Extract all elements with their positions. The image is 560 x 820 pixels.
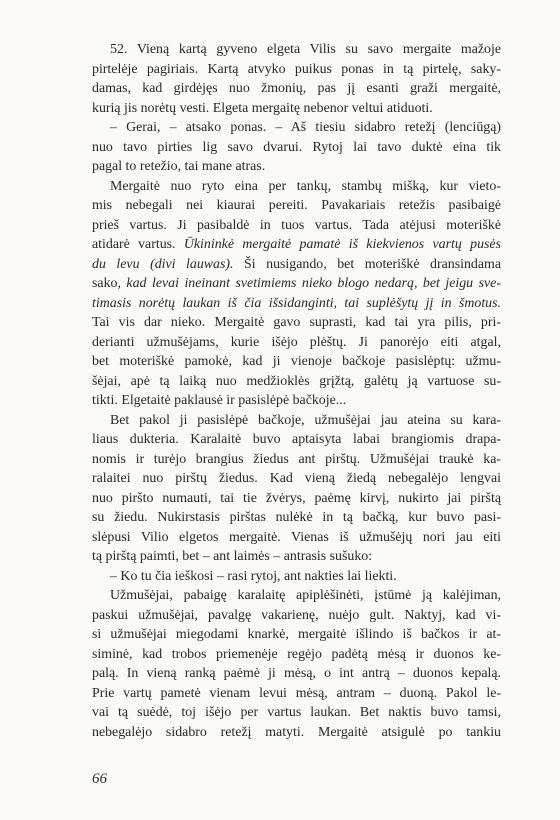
- text-line: [92, 547, 501, 567]
- text-line: [92, 664, 501, 684]
- text-run: paskui užmušėjai, pavalgę vakarienę, nuėjo gult. Naktyj, kad vi-: [92, 607, 501, 623]
- text-run: prieš vartus. Ji pasibaldė in tuos vartus. Tada atėjusi moteriškė: [92, 217, 501, 233]
- text-line: [92, 216, 501, 236]
- text-line: [92, 625, 501, 645]
- text-line: [92, 411, 501, 431]
- text-run: sako,: [92, 276, 127, 291]
- italic-text-run: timasis norėtų laukan iš čia išsidanginti, tai suplėšytų jį in šmotus.: [92, 295, 501, 311]
- italic-text-run: Ūkininkė mergaitė pamatė iš kiekvienos vartų pusės: [183, 237, 501, 252]
- text-run: kurią jis norėtų vesti. Elgeta mergaitę nebenor veltui atiduoti.: [92, 100, 433, 116]
- text-run: damas, kad girdėjęs nuo žmonių, pas jį esanti graži mergaitė,: [92, 81, 501, 96]
- text-run: liaus dukteria. Karalaitė buvo aptaisyta labai brangiomis drapa-: [92, 432, 501, 447]
- text-line: [92, 606, 501, 626]
- text-line: [92, 274, 501, 294]
- text-line: [92, 508, 501, 528]
- text-run: ralaitei nuo pirštų žiedus. Kad vieną žiedą nebegalėjo lengvai: [92, 471, 501, 486]
- text-line: [92, 586, 501, 606]
- text-line: [92, 138, 501, 158]
- text-run: vai tą suėdė, toj išėjo per vartus laukan. Bet naktis buvo tamsi,: [92, 705, 501, 720]
- text-run: tikti. Elgetaitė paklausė ir pasislėpė bačkoje...: [92, 393, 347, 408]
- text-run: Užmušėjai, pabaigę karalaitę apiplėšinėti, įstūmė ją kalėjiman,: [110, 588, 501, 603]
- text-line: [92, 684, 501, 704]
- text-run: šėjai, apė tą laiką nuo medžioklės grįžtą, galėtų ją vartuose su-: [92, 373, 501, 389]
- text-line: [92, 313, 501, 333]
- text-run: 52. Vieną kartą gyveno elgeta Vilis su savo mergaite mažoje: [110, 42, 501, 57]
- text-run: pirtelėje pagiriais. Kartą atvyko puikus ponas in tą pirtelę, saky-: [92, 61, 501, 77]
- text-line: [92, 528, 501, 548]
- text-line: [92, 157, 501, 177]
- text-run: palą. In vieną ranką paėmė ji mėsą, o int antrą – duonos kepalą.: [92, 666, 501, 681]
- text-line: [92, 703, 501, 723]
- text-line: [92, 294, 501, 314]
- text-run: Tai vis dar nieko. Mergaitė gavo suprasti, kad tai yra pilis, pri-: [92, 315, 501, 330]
- text-run: su žiedu. Nukirstasis pirštas nulėkė in tą bačką, kur buvo pasi-: [92, 510, 501, 525]
- text-line: [92, 333, 501, 353]
- text-run: Prie vartų pametė vienam levui mėsą, antram – duoną. Pakol le-: [92, 685, 501, 701]
- text-run: atidarė vartus.: [92, 237, 184, 252]
- text-line: [92, 60, 501, 80]
- text-line: [92, 469, 501, 489]
- text-run: mis nebegali nei kiaurai pereiti. Pavakariais retežis pasibaigė: [92, 198, 501, 213]
- text-line: [92, 450, 501, 470]
- text-run: bet moteriškė pamokė, kad ji vienoje bačkoje pasislėptų: užmu-: [92, 354, 501, 369]
- text-line: [92, 177, 501, 197]
- text-run: nomis ir turėjo brangius žiedus ant pirštų. Užmušėjai traukė ka-: [92, 451, 501, 467]
- text-run: pagal to retežio, tai mane atras.: [92, 159, 266, 174]
- body-text: [92, 40, 501, 742]
- text-line: [92, 99, 501, 119]
- text-run: si užmušėjai miegodami knarkė, mergaitė išlindo iš bačkos ir at-: [92, 627, 501, 642]
- text-run: Mergaitė nuo ryto eina per tankų, stambų mišką, kur vieto-: [110, 178, 501, 194]
- text-run: Ši nusigando, bet moteriškė dransindama: [233, 256, 501, 272]
- text-run: Bet pakol ji pasislėpė bačkoje, užmušėjai jau ateina su kara-: [110, 412, 501, 428]
- text-line: [92, 430, 501, 450]
- text-line: [92, 372, 501, 392]
- text-line: [92, 645, 501, 665]
- text-line: [92, 489, 501, 509]
- text-line: [92, 118, 501, 138]
- text-run: slėpusi Vilio elgetos mergaitė. Vienas iš užmušėjų nori jau eiti: [92, 529, 501, 545]
- page-number: 66: [92, 771, 107, 787]
- text-run: siminė, kad trobos priemenėje regėjo padėtą mėsą ir duonos ke-: [92, 646, 501, 662]
- text-line: [92, 255, 501, 275]
- italic-text-run: du levu (divi lauwas).: [92, 256, 234, 272]
- text-run: nuo tavo pirties lig savo dvaruі. Rytoj lai tavo duktė eina tik: [92, 139, 501, 155]
- text-line: [92, 352, 501, 372]
- text-line: [92, 391, 501, 411]
- text-run: – Gerai, – atsako ponas. – Aš tiesiu sidabro retežį (lenciūgą): [110, 120, 501, 135]
- text-run: – Ko tu čia ieškosi – rasi rytoj, ant nakties lai liekti.: [110, 568, 397, 584]
- text-line: [92, 235, 501, 255]
- text-line: [92, 40, 501, 60]
- text-line: [92, 723, 501, 743]
- italic-text-run: kad levai ineinant svetimiems nieko blogo nedarą, bet jeigu sve-: [126, 276, 501, 291]
- text-run: nuo piršto numauti, tai tie žvėrys, paėmę kirvį, nukirto jai pirštą: [92, 490, 501, 506]
- text-run: tą pirštą paimti, bet – ant laimės – antrasis sušuko:: [92, 549, 373, 564]
- text-run: nebegalėjo sidabro retežį matyti. Mergaitė atsigulė po tankiu: [92, 724, 501, 740]
- text-line: [92, 79, 501, 99]
- text-line: [92, 567, 501, 587]
- text-run: derianti užmušėjams, kurie išėjo plėštų. Ji panorėjo eiti atgal,: [92, 334, 501, 350]
- text-line: [92, 196, 501, 216]
